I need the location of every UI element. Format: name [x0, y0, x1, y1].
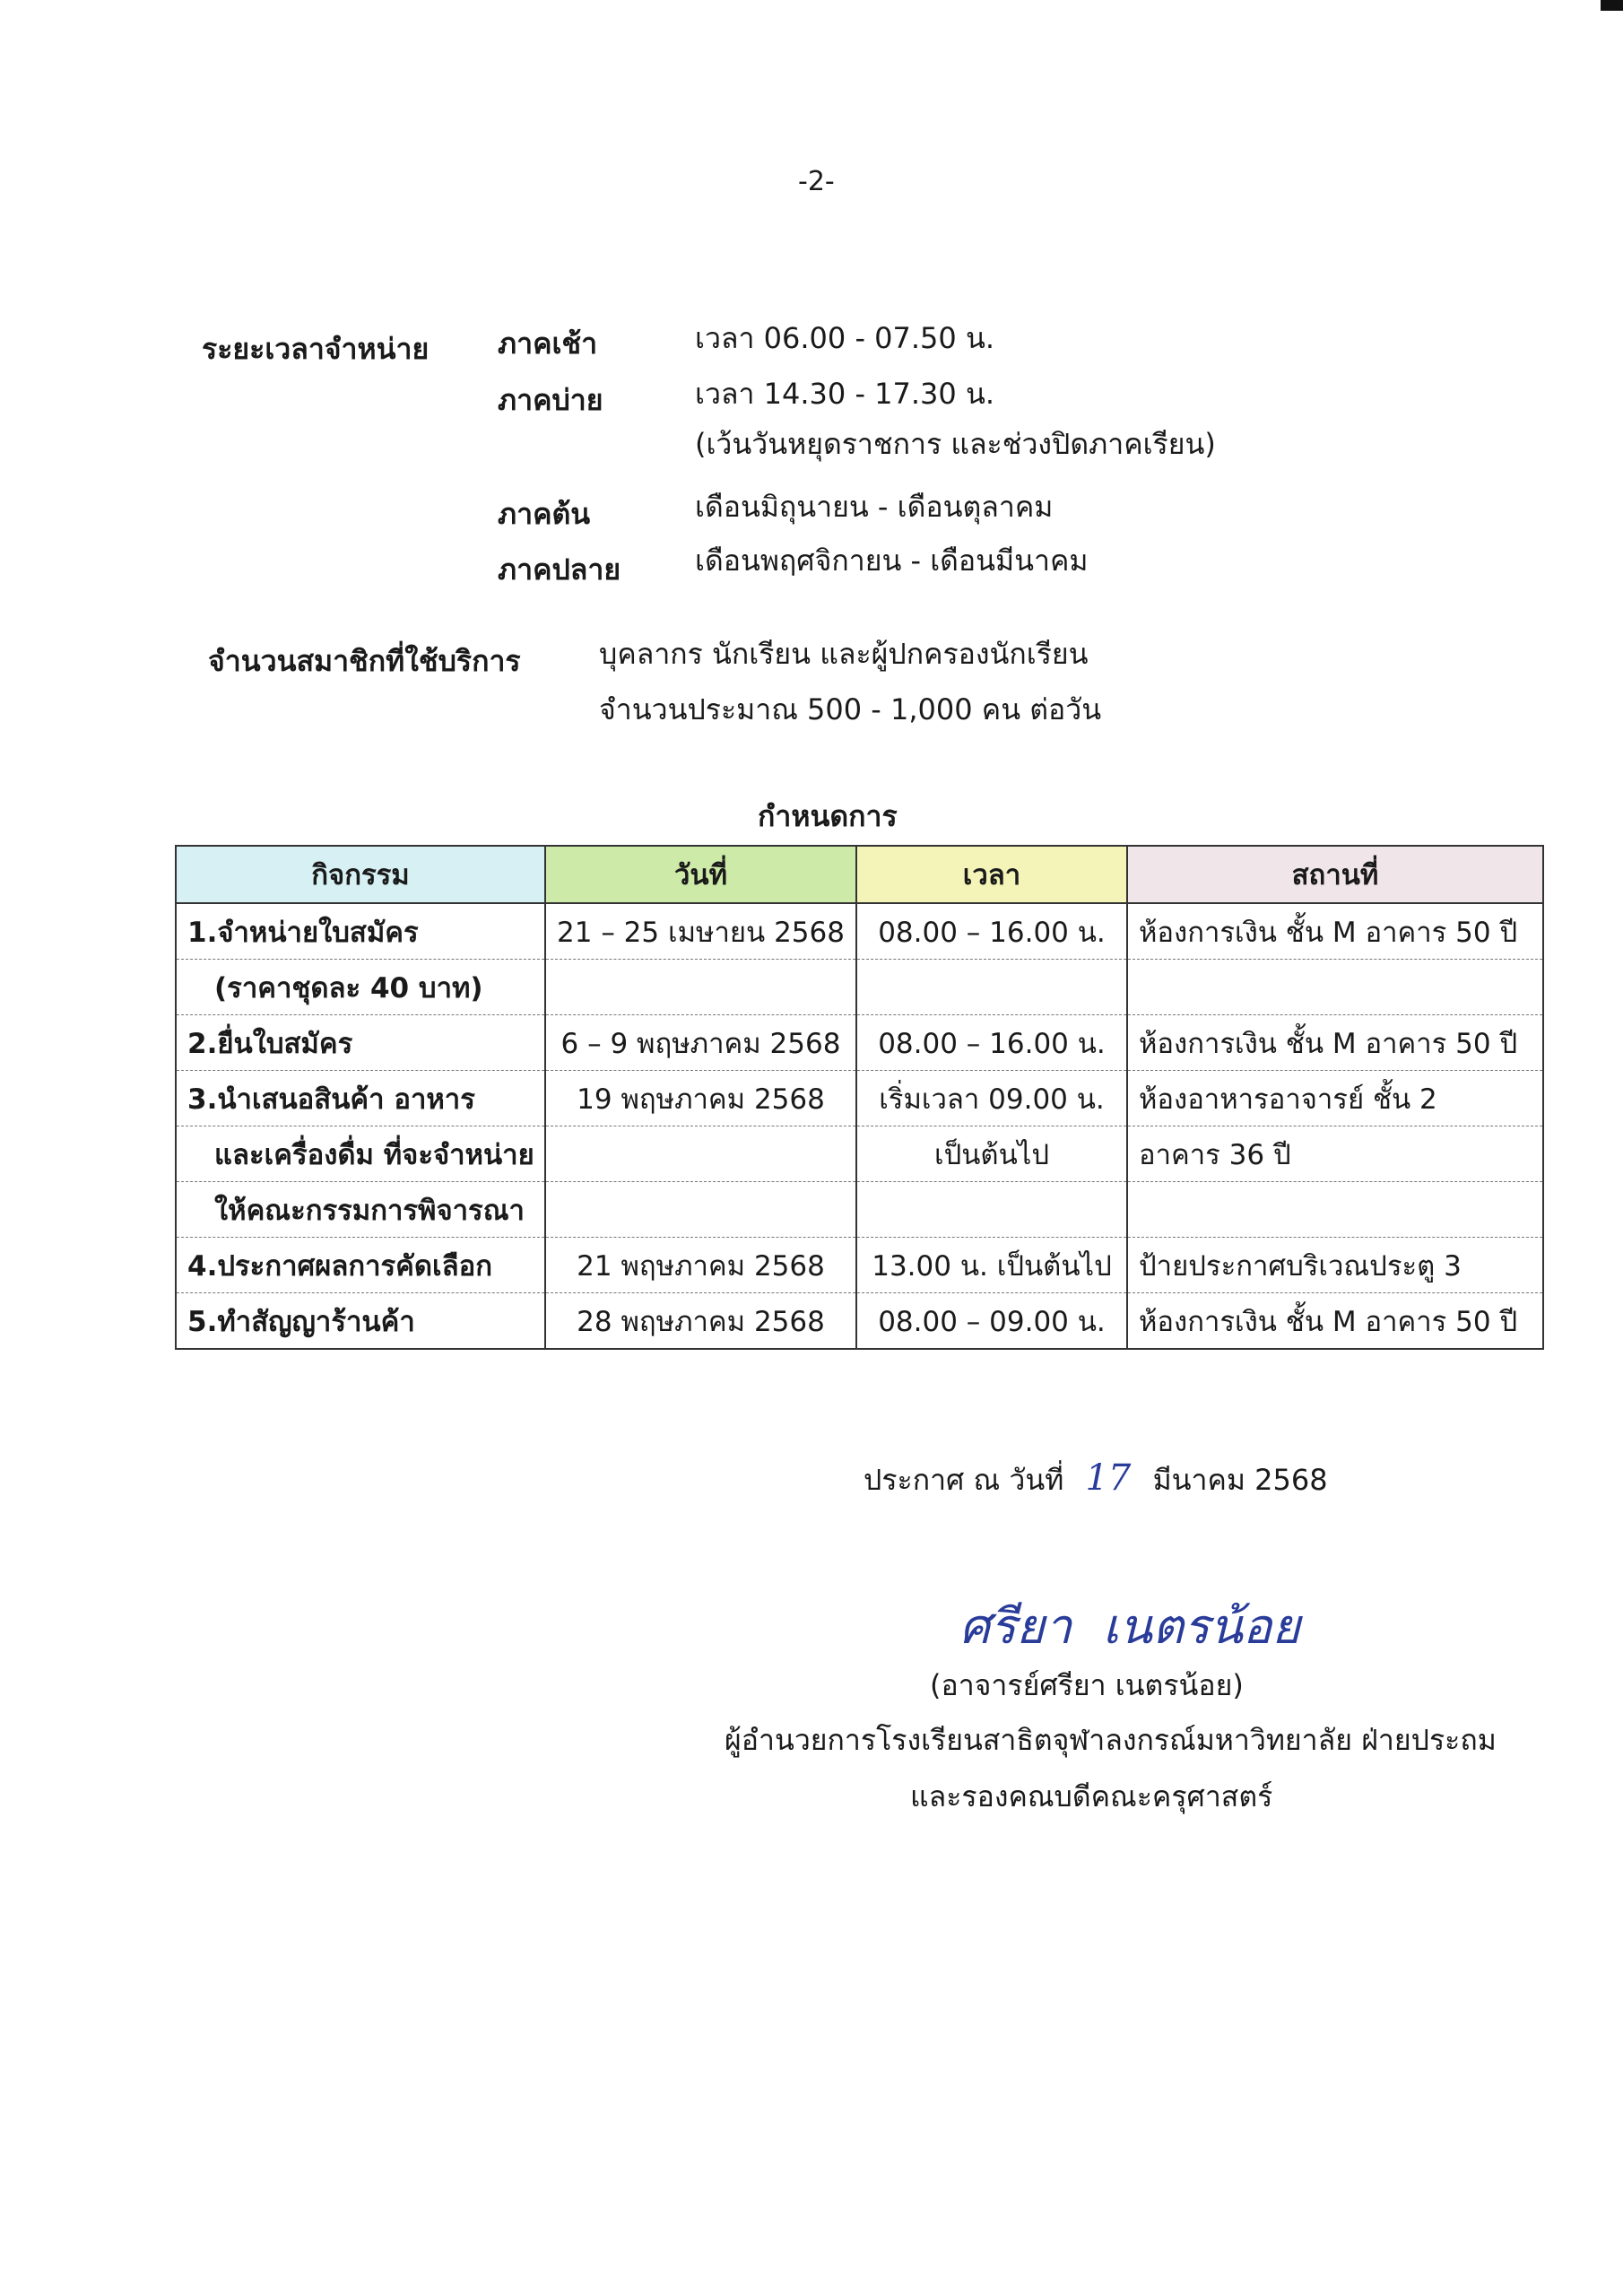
afternoon-time: เวลา 14.30 - 17.30 น.: [695, 377, 994, 411]
members-line-1: บุคลากร นักเรียน และผู้ปกครองนักเรียน: [599, 637, 1089, 671]
first-term-months: เดือนมิถุนายน - เดือนตุลาคม: [695, 490, 1054, 524]
afternoon-label: ภาคบ่าย: [498, 383, 603, 417]
place-cell: อาคาร 36 ปี: [1127, 1126, 1543, 1182]
table-row: [176, 1015, 1543, 1071]
announcement-suffix: มีนาคม 2568: [1152, 1463, 1328, 1497]
header-place: สถานที่: [1127, 846, 1543, 903]
members-line-2: จำนวนประมาณ 500 - 1,000 คน ต่อวัน: [599, 692, 1102, 726]
table-row: [176, 1126, 1543, 1182]
signer-title-line-2: และรองคณบดีคณะครุศาสตร์: [910, 1779, 1273, 1813]
date-cell: [545, 1126, 856, 1182]
date-cell: 21 พฤษภาคม 2568: [545, 1238, 856, 1293]
holiday-note: (เว้นวันหยุดราชการ และช่วงปิดภาคเรียน): [695, 427, 1216, 461]
place-cell: ห้องการเงิน ชั้น M อาคาร 50 ปี: [1127, 1293, 1543, 1350]
announcement-day: 17: [1085, 1457, 1132, 1499]
table-row: [176, 1182, 1543, 1238]
time-cell: 13.00 น. เป็นต้นไป: [856, 1238, 1127, 1293]
place-cell: [1127, 1182, 1543, 1238]
time-cell: เป็นต้นไป: [856, 1126, 1127, 1182]
place-cell: ป้ายประกาศบริเวณประตู 3: [1127, 1238, 1543, 1293]
scan-edge-mark: [1601, 0, 1623, 11]
date-cell: [545, 1182, 856, 1238]
time-cell: [856, 960, 1127, 1015]
date-cell: 19 พฤษภาคม 2568: [545, 1071, 856, 1126]
schedule-title: กำหนดการ: [758, 799, 898, 833]
header-time: เวลา: [856, 846, 1127, 903]
signer-title-line-1: ผู้อำนวยการโรงเรียนสาธิตจุฬาลงกรณ์มหาวิทยาลัย ฝ่ายประถม: [725, 1723, 1497, 1757]
activity-cell: 2.ยื่นใบสมัคร: [176, 1015, 545, 1071]
place-cell: ห้องอาหารอาจารย์ ชั้น 2: [1127, 1071, 1543, 1126]
first-term-label: ภาคต้น: [498, 497, 591, 531]
place-cell: ห้องการเงิน ชั้น M อาคาร 50 ปี: [1127, 1015, 1543, 1071]
activity-cell: 1.จำหน่ายใบสมัคร: [176, 903, 545, 960]
place-cell: ห้องการเงิน ชั้น M อาคาร 50 ปี: [1127, 903, 1543, 960]
date-cell: [545, 960, 856, 1015]
schedule-table: [175, 845, 1544, 1350]
signer-name: (อาจารย์ศรียา เนตรน้อย): [930, 1668, 1244, 1702]
time-cell: [856, 1182, 1127, 1238]
schedule-header-row: [176, 846, 1543, 903]
header-activity: กิจกรรม: [176, 846, 545, 903]
activity-cell: และเครื่องดื่ม ที่จะจำหน่าย: [176, 1126, 545, 1182]
date-cell: 6 – 9 พฤษภาคม 2568: [545, 1015, 856, 1071]
table-row: [176, 960, 1543, 1015]
date-cell: 21 – 25 เมษายน 2568: [545, 903, 856, 960]
date-cell: 28 พฤษภาคม 2568: [545, 1293, 856, 1350]
activity-cell: 3.นำเสนอสินค้า อาหาร: [176, 1071, 545, 1126]
table-row: [176, 903, 1543, 960]
activity-cell: 5.ทำสัญญาร้านค้า: [176, 1293, 545, 1350]
activity-cell: 4.ประกาศผลการคัดเลือก: [176, 1238, 545, 1293]
announcement-prefix: ประกาศ ณ วันที่: [864, 1463, 1064, 1497]
second-term-months: เดือนพฤศจิกายน - เดือนมีนาคม: [695, 544, 1089, 578]
time-cell: 08.00 – 09.00 น.: [856, 1293, 1127, 1350]
activity-cell: (ราคาชุดละ 40 บาท): [176, 960, 545, 1015]
time-cell: 08.00 – 16.00 น.: [856, 903, 1127, 960]
time-cell: 08.00 – 16.00 น.: [856, 1015, 1127, 1071]
signature: ศรียา เนตรน้อย: [959, 1598, 1301, 1655]
page-number: -2-: [798, 166, 835, 197]
place-cell: [1127, 960, 1543, 1015]
morning-time: เวลา 06.00 - 07.50 น.: [695, 321, 994, 355]
second-term-label: ภาคปลาย: [498, 552, 621, 587]
sales-period-label: ระยะเวลาจำหน่าย: [202, 332, 430, 366]
table-row: [176, 1238, 1543, 1293]
morning-label: ภาคเช้า: [498, 326, 598, 361]
time-cell: เริ่มเวลา 09.00 น.: [856, 1071, 1127, 1126]
activity-cell: ให้คณะกรรมการพิจารณา: [176, 1182, 545, 1238]
members-label: จำนวนสมาชิกที่ใช้บริการ: [208, 644, 521, 678]
table-row: [176, 1071, 1543, 1126]
announcement-date: [864, 1457, 1328, 1503]
header-date: วันที่: [545, 846, 856, 903]
table-row: [176, 1293, 1543, 1350]
